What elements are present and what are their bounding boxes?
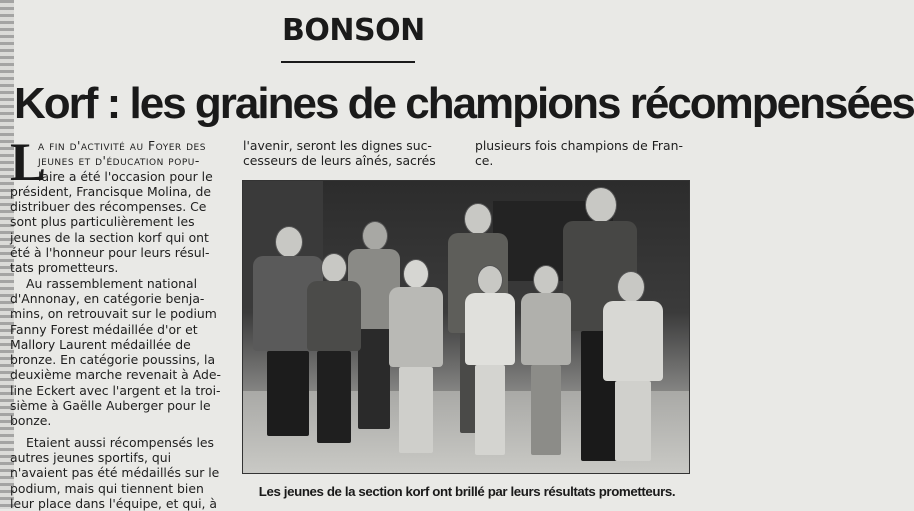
text-line: sont plus particulièrement les (10, 214, 195, 230)
article-column-3 (475, 138, 687, 169)
text-line: ce. (475, 153, 494, 169)
article-column-2 (243, 138, 465, 169)
text-line: jeunes de la section korf qui ont (10, 229, 209, 245)
text-line: président, Francisque Molina, de (10, 183, 212, 199)
text-line: Etaient aussi récompensés les (26, 434, 214, 450)
article-column-1 (10, 132, 232, 511)
text-line: n'avaient pas été médaillés sur le (10, 465, 220, 481)
text-line: été à l'honneur pour leurs résul- (10, 245, 210, 261)
text-line: bonze. (10, 413, 52, 429)
text-line: Fanny Forest médaillée d'or et (10, 321, 198, 337)
section-title-underline (281, 61, 415, 63)
text-line: bronze. En catégorie poussins, la (10, 352, 216, 368)
text-line: distribuer des récompenses. Ce (10, 199, 207, 215)
text-line: tats prometteurs. (10, 260, 119, 276)
text-line: line Eckert avec l'argent et la troi- (10, 382, 221, 398)
text-line: laire a été l'occasion pour le (38, 168, 213, 184)
text-line: cesseurs de leurs aînés, sacrés (243, 153, 436, 169)
text-line: l'avenir, seront les dignes suc- (243, 138, 432, 153)
section-title: BONSON (282, 13, 425, 48)
group-photo (242, 180, 690, 474)
photo-caption: Les jeunes de la section korf ont brillé par leurs résultats prometteurs. (258, 484, 676, 499)
text-line: Au rassemblement national (26, 275, 198, 291)
text-line: deuxième marche revenait à Ade- (10, 367, 221, 383)
text-line: mins, on retrouvait sur le podium (10, 306, 217, 322)
drop-cap: L (10, 132, 47, 192)
text-line: Mallory Laurent médaillée de (10, 336, 191, 352)
text-line: d'Annonay, en catégorie benja- (10, 290, 205, 306)
text-line: autres jeunes sportifs, qui (10, 449, 172, 465)
text-line: sième à Gaëlle Auberger pour le (10, 398, 211, 414)
text-line: a fin d'activité au Foyer des (38, 138, 206, 153)
text-line: leur place dans l'équipe, et qui, à (10, 495, 217, 511)
text-line: jeunes et d'éducation popu- (38, 153, 200, 169)
text-line: plusieurs fois champions de Fran- (475, 138, 683, 153)
text-line: podium, mais qui tiennent bien (10, 480, 204, 496)
headline: Korf : les graines de champions récompensées (14, 79, 914, 128)
